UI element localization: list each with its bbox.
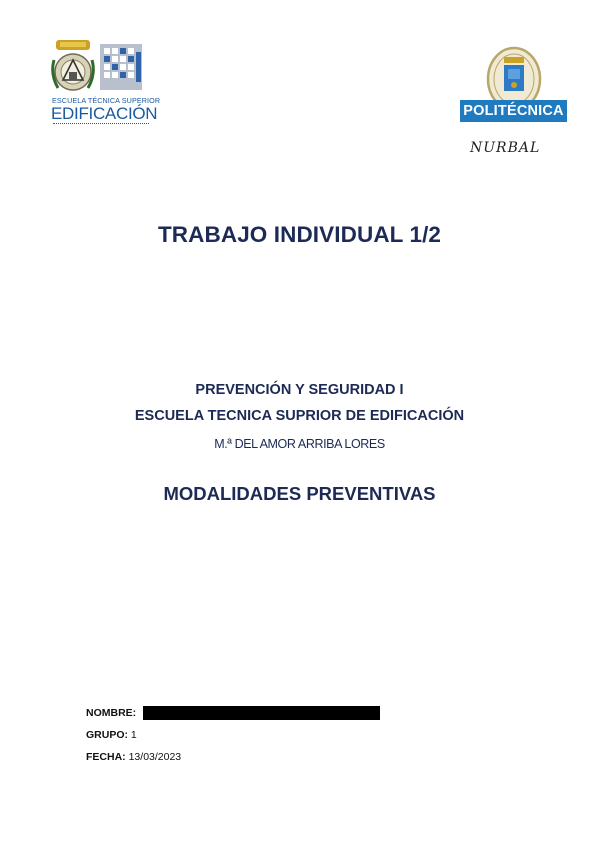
school-name: ESCUELA TECNICA SUPRIOR DE EDIFICACIÓN	[134, 408, 465, 424]
edificacion-logo-line2: EDIFICACIÓN	[51, 104, 158, 123]
course-name: PREVENCIÓN Y SEGURIDAD I	[195, 382, 404, 398]
edificacion-logo-line1: ESCUELA TÉCNICA SUPERIOR	[52, 96, 161, 105]
document-title: TRABAJO INDIVIDUAL 1/2	[157, 222, 442, 247]
nombre-label: NOMBRE:	[86, 707, 137, 719]
teacher-name: M.ª DEL AMOR ARRIBA LORES	[214, 437, 385, 451]
topic-title: MODALIDADES PREVENTIVAS	[163, 483, 436, 504]
grupo-value: 1	[130, 729, 137, 741]
nombre-field	[86, 707, 136, 719]
grupo-label: GRUPO:	[86, 729, 131, 741]
fecha-value: 13/03/2023	[128, 751, 182, 763]
edificacion-logo-rule	[53, 123, 149, 126]
redacted-name-block	[143, 706, 380, 720]
fecha-field	[86, 751, 181, 763]
fecha-label: FECHA:	[86, 751, 129, 763]
politecnica-label: POLITÉCNICA	[460, 100, 567, 122]
grupo-field	[86, 729, 137, 741]
handwritten-signature: NURBAL	[470, 140, 541, 156]
